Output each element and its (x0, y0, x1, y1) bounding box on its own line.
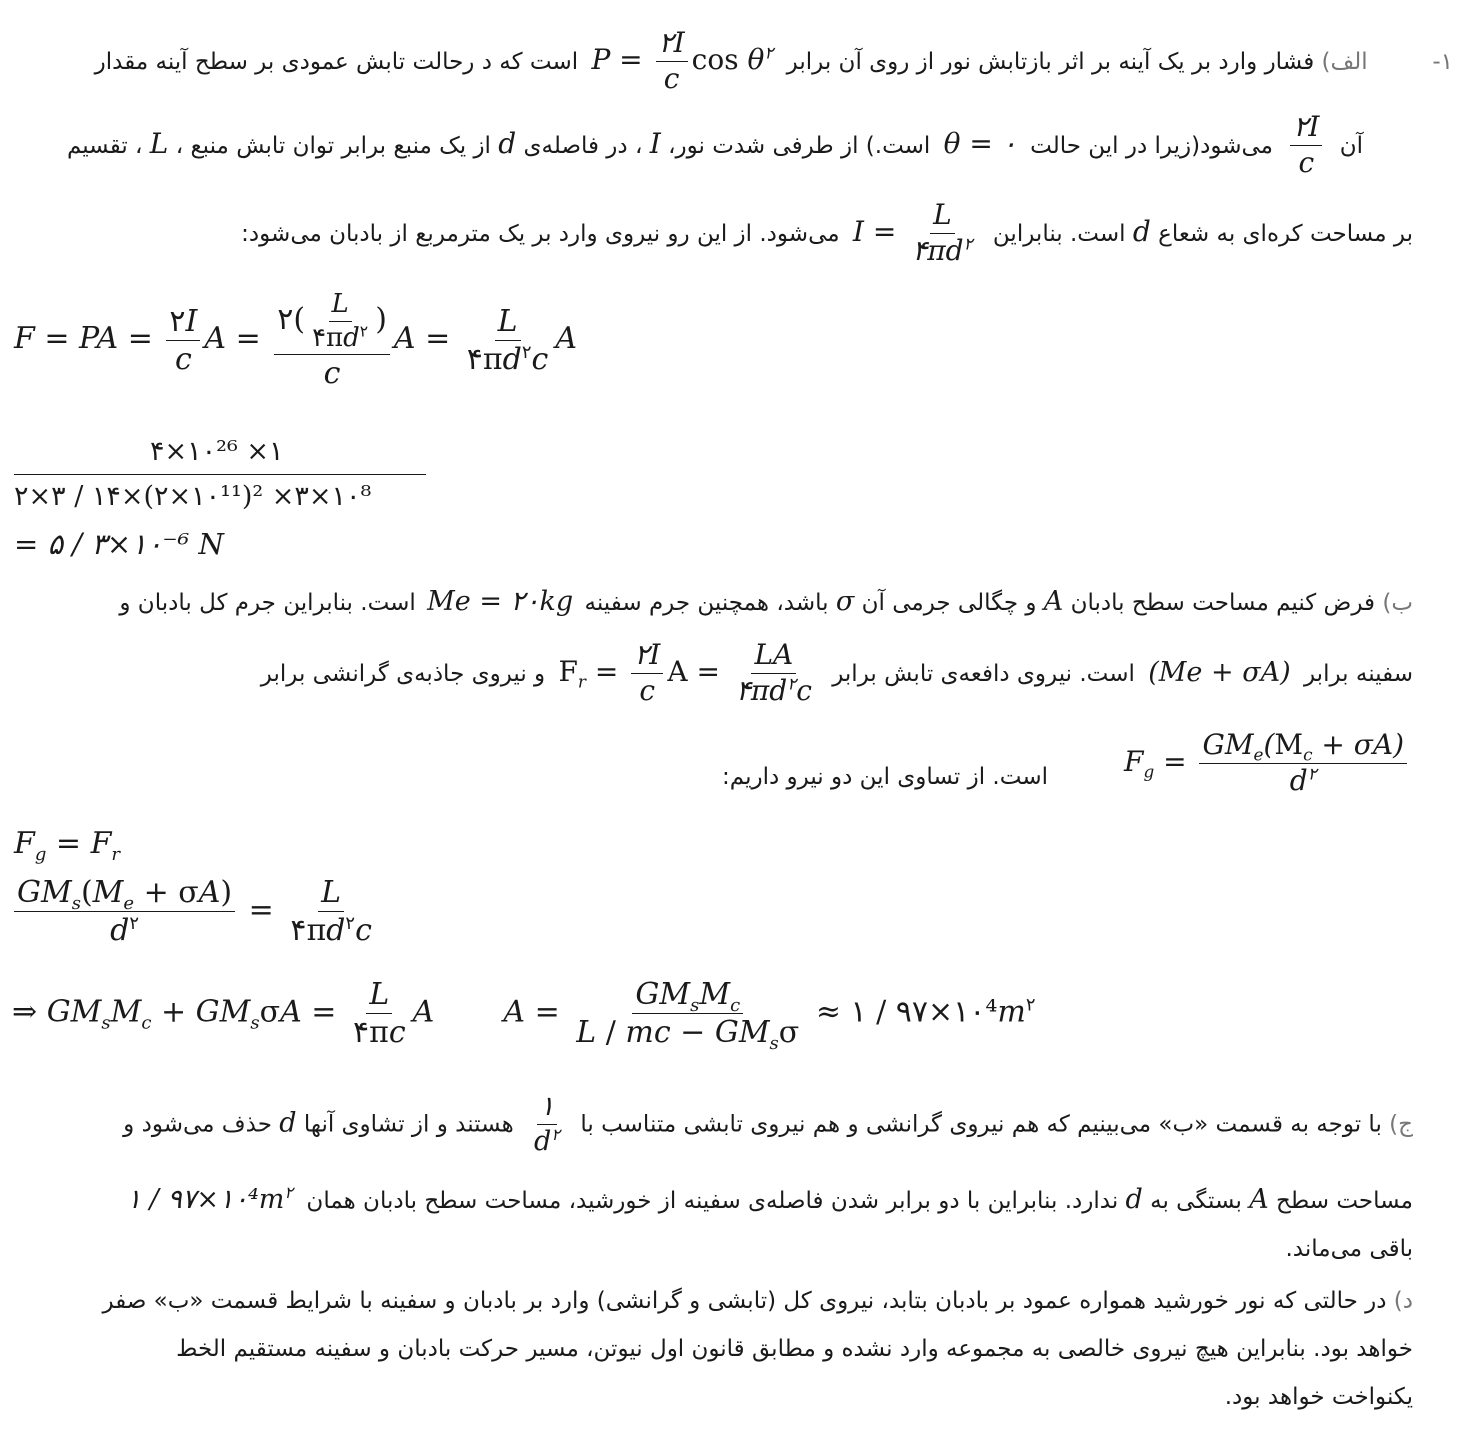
intensity-formula: I = $\frac{L}{۴\pi d^۲}$ (852, 198, 973, 267)
part-label-jim: ج) (1389, 1111, 1413, 1138)
force-equation: F = PA = $\frac{۲I}{c}$ A = ۲( $\frac{L}{۴\pi d^۲}$ ) c A = $\frac{L}{۴\pi d^۲c}$ A (14, 289, 578, 392)
p1-line1 (95, 28, 1453, 95)
theta-zero: θ = ۰ (943, 126, 1017, 160)
p3-text: بستگی به (1150, 1188, 1242, 1214)
p3-line1 (123, 1092, 1413, 1156)
p2-text: و چگالی جرمی آن (861, 590, 1037, 616)
area-value-repeat: ۱ / $۹۷\times ۱۰^4m^۲$ (126, 1183, 294, 1215)
p1-text: است. بنابراین (992, 220, 1126, 247)
p2-text: نیروی دافعه‌ی تابش برابر (832, 660, 1073, 687)
p2-line3 (1124, 730, 1411, 797)
p4-line1 (103, 1288, 1413, 1314)
symbol-sigma: σ (835, 586, 855, 617)
symbol-A: A (1249, 1184, 1269, 1215)
radiation-force-formula: $F_r$ = $\frac{۲I}{c}$ A = $\frac{LA}{۴\pi d^۲c}$ (558, 638, 812, 707)
symbol-L: L (149, 126, 169, 160)
p4-text: در حالتی که نور خورشید همواره عمود بر بادبان بتابد، نیروی کل (تابشی و گرانشی) وارد بر بادبان و سفینه با شرایط قسمت «ب» صفر (102, 1288, 1387, 1314)
area-solution: ⇒ $GM_sM_c + GM_s\sigma A$ = $\frac{L}{۴\pi c}$ A A = $\frac{GM_sM_c}{L / mc - GM_s\sigma}$ ≈ ۱ / $۹۷\times ۱۰^4m^۲$ (12, 977, 1036, 1054)
symbol-d: d (498, 126, 517, 160)
symbol-d: d (1132, 214, 1151, 248)
p1-text: بر مساحت کره‌ای به شعاع (1158, 220, 1413, 247)
calc-numerator: ۴×۱۰²⁶ ×۱ (150, 436, 284, 467)
p3-line2 (121, 1184, 1413, 1215)
force-equality-expanded: $\frac{GM_s(M_e + \sigma A)}{d^۲}$ = $\frac{L}{۴\pi d^۲c}$ (10, 876, 379, 947)
part-label-be: ب) (1382, 590, 1413, 616)
p1-text: می‌شود. از این رو نیروی وارد بر یک مترمربع از بادبان می‌شود: (241, 220, 840, 247)
p1-text: ، تقسیم (66, 132, 143, 159)
p2-line1 (119, 586, 1413, 617)
p4-line3: یکنواخت خواهد بود. (1224, 1384, 1413, 1410)
p3-text: حذف می‌شود و (123, 1111, 272, 1138)
problem-number: ۱- (1432, 48, 1453, 75)
symbol-d: d (1125, 1184, 1143, 1215)
part-label-dal: د) (1393, 1288, 1413, 1314)
calc-result: = ۵ / ۳×۱۰⁻⁶ N (14, 527, 224, 561)
area-value-text: ۱ / ۹۷×۱۰⁴ (126, 1184, 259, 1215)
inverse-square: $\frac{۱}{d^۲}$ (534, 1091, 561, 1157)
p1-text: فشار وارد بر یک آینه بر اثر بازتابش نور از روی آن برابر (786, 48, 1315, 75)
p2-text: فرض کنیم مساحت سطح بادبان (1070, 590, 1376, 616)
gravity-force-formula: $F_g$ = $\frac{GM_e(M_c + \sigma A)}{d^۲}$ (1124, 730, 1411, 797)
p1-line3 (241, 200, 1413, 267)
ship-mass: Me = ۲۰kg (427, 586, 574, 617)
p3-line3: باقی می‌ماند. (1285, 1236, 1413, 1262)
p2-text: است. (1079, 660, 1135, 687)
p3-text: با توجه به قسمت «ب» می‌بینیم که هم نیروی گرانشی و هم نیروی تابشی متناسب با (580, 1111, 1382, 1138)
area-value: ≈ ۱ / ۹۷×۱۰⁴ (815, 994, 998, 1030)
p2-line2 (261, 640, 1413, 707)
p1-text: است که د رحالت تابش عمودی بر سطح آینه مقدار (94, 48, 579, 75)
p2-text: باشد، همچنین جرم سفینه (584, 590, 829, 616)
p3-text: مساحت سطح (1276, 1188, 1413, 1214)
symbol-d: d (279, 1107, 297, 1139)
p2-text: و نیروی جاذبه‌ی گرانشی برابر (260, 660, 546, 687)
p2-text: سفینه برابر (1303, 660, 1413, 687)
normal-pressure-formula: $\frac{۲I}{c}$ (1286, 112, 1326, 179)
p1-text: می‌شود(زیرا در این حالت (1030, 132, 1273, 159)
p2-text: است. بنابراین جرم کل بادبان و (119, 590, 416, 616)
p1-text: است.) از طرفی شدت نور، (668, 132, 931, 159)
calc-fraction-bar (14, 474, 426, 475)
part-label-alef: الف) (1321, 48, 1368, 75)
total-mass: (Me + σA) (1148, 656, 1291, 688)
p3-text: هستند و از تشاوی آنها (303, 1111, 514, 1138)
p4-line2: خواهد بود. بنابراین هیچ نیروی خالصی به مجموعه وارد نشده و مطابق قانون اول نیوتن، مسیر حرکت بادبان و سفینه مستقیم الخط (176, 1336, 1413, 1362)
p1-text: ، در فاصله‌ی (523, 132, 643, 159)
pressure-formula: P = $\frac{۲I}{c}$ $\cos \theta^۲$ (591, 26, 774, 95)
force-equality: $F_g = F_r$ (14, 826, 121, 865)
calc-denominator: ۲×۳ / ۱۴×(۲×۱۰¹¹)² ×۳×۱۰⁸ (14, 481, 372, 512)
symbol-A: A (1043, 586, 1064, 617)
p2-line3-text: است. از تساوی این دو نیرو داریم: (722, 764, 1048, 790)
symbol-I: I (649, 126, 661, 160)
p1-text: آن (1339, 132, 1363, 159)
p1-line2 (67, 112, 1363, 179)
p3-text: ندارد. بنابراین با دو برابر شدن فاصله‌ی سفینه از خورشید، مساحت سطح بادبان همان (306, 1188, 1119, 1214)
p1-text: از یک منبع برابر توان تابش منبع ، (175, 132, 491, 159)
